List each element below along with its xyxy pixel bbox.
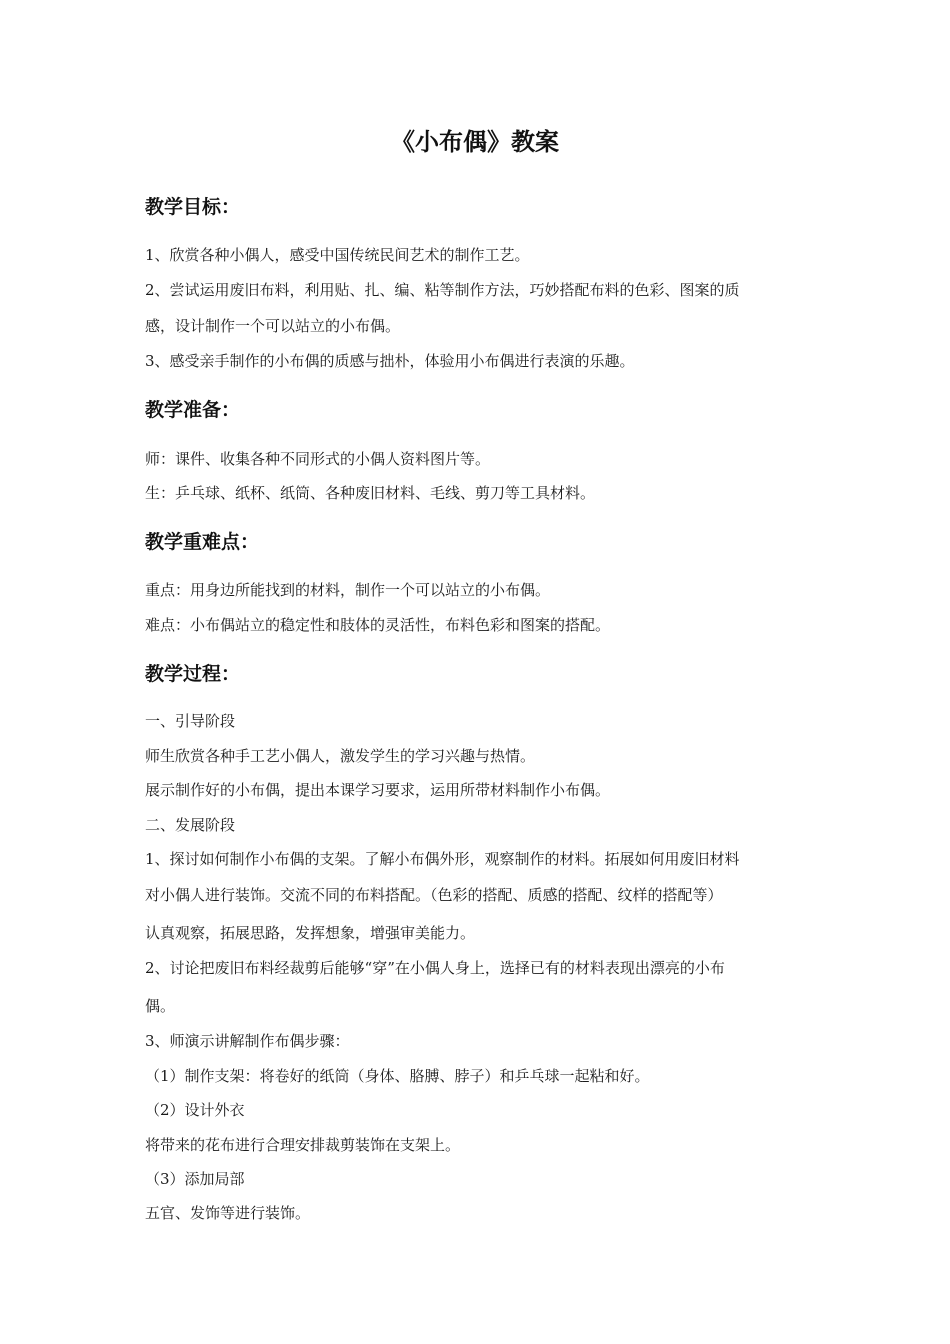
process-line: 2、讨论把废旧布料经裁剪后能够“穿”在小偶人身上，选择已有的材料表现出漂亮的小布 xyxy=(145,959,725,977)
process-line: 五官、发饰等进行装饰。 xyxy=(145,1204,311,1222)
process-line: 一、引导阶段 xyxy=(145,712,236,730)
document-title: 《小布偶》教案 xyxy=(391,128,559,156)
process-line: （2）设计外衣 xyxy=(145,1101,245,1119)
key-points-line: 难点：小布偶站立的稳定性和肢体的灵活性，布料色彩和图案的搭配。 xyxy=(145,616,611,634)
preparation-line: 师：课件、收集各种不同形式的小偶人资料图片等。 xyxy=(145,450,491,468)
process-line: 对小偶人进行装饰。交流不同的布料搭配。（色彩的搭配、质感的搭配、纹样的搭配等） xyxy=(145,886,723,904)
goals-heading: 教学目标： xyxy=(145,196,241,218)
process-line: 偶。 xyxy=(145,997,176,1015)
process-line: 3、师演示讲解制作布偶步骤： xyxy=(145,1032,350,1050)
preparation-line: 生：乒乓球、纸杯、纸筒、各种废旧材料、毛线、剪刀等工具材料。 xyxy=(145,484,596,502)
process-line: （3）添加局部 xyxy=(145,1170,245,1188)
key-points-line: 重点：用身边所能找到的材料，制作一个可以站立的小布偶。 xyxy=(145,581,551,599)
goals-line: 2、尝试运用废旧布料，利用贴、扎、编、粘等制作方法，巧妙搭配布料的色彩、图案的质 xyxy=(145,281,740,299)
goals-line: 3、感受亲手制作的小布偶的质感与拙朴，体验用小布偶进行表演的乐趣。 xyxy=(145,352,635,370)
key-points-heading: 教学重难点： xyxy=(145,531,260,553)
preparation-heading: 教学准备： xyxy=(145,399,241,421)
process-line: 展示制作好的小布偶，提出本课学习要求，运用所带材料制作小布偶。 xyxy=(145,781,611,799)
process-line: 将带来的花布进行合理安排裁剪装饰在支架上。 xyxy=(145,1136,461,1154)
process-line: 师生欣赏各种手工艺小偶人，激发学生的学习兴趣与热情。 xyxy=(145,747,536,765)
process-line: 二、发展阶段 xyxy=(145,816,236,834)
goals-line: 感，设计制作一个可以站立的小布偶。 xyxy=(145,317,401,335)
process-line: 认真观察，拓展思路，发挥想象，增强审美能力。 xyxy=(145,924,476,942)
process-line: （1）制作支架：将卷好的纸筒（身体、胳膊、脖子）和乒乓球一起粘和好。 xyxy=(145,1067,650,1085)
process-line: 1、探讨如何制作小布偶的支架。了解小布偶外形，观察制作的材料。拓展如何用废旧材料 xyxy=(145,850,740,868)
goals-line: 1、欣赏各种小偶人，感受中国传统民间艺术的制作工艺。 xyxy=(145,246,530,264)
process-heading: 教学过程： xyxy=(145,663,241,685)
